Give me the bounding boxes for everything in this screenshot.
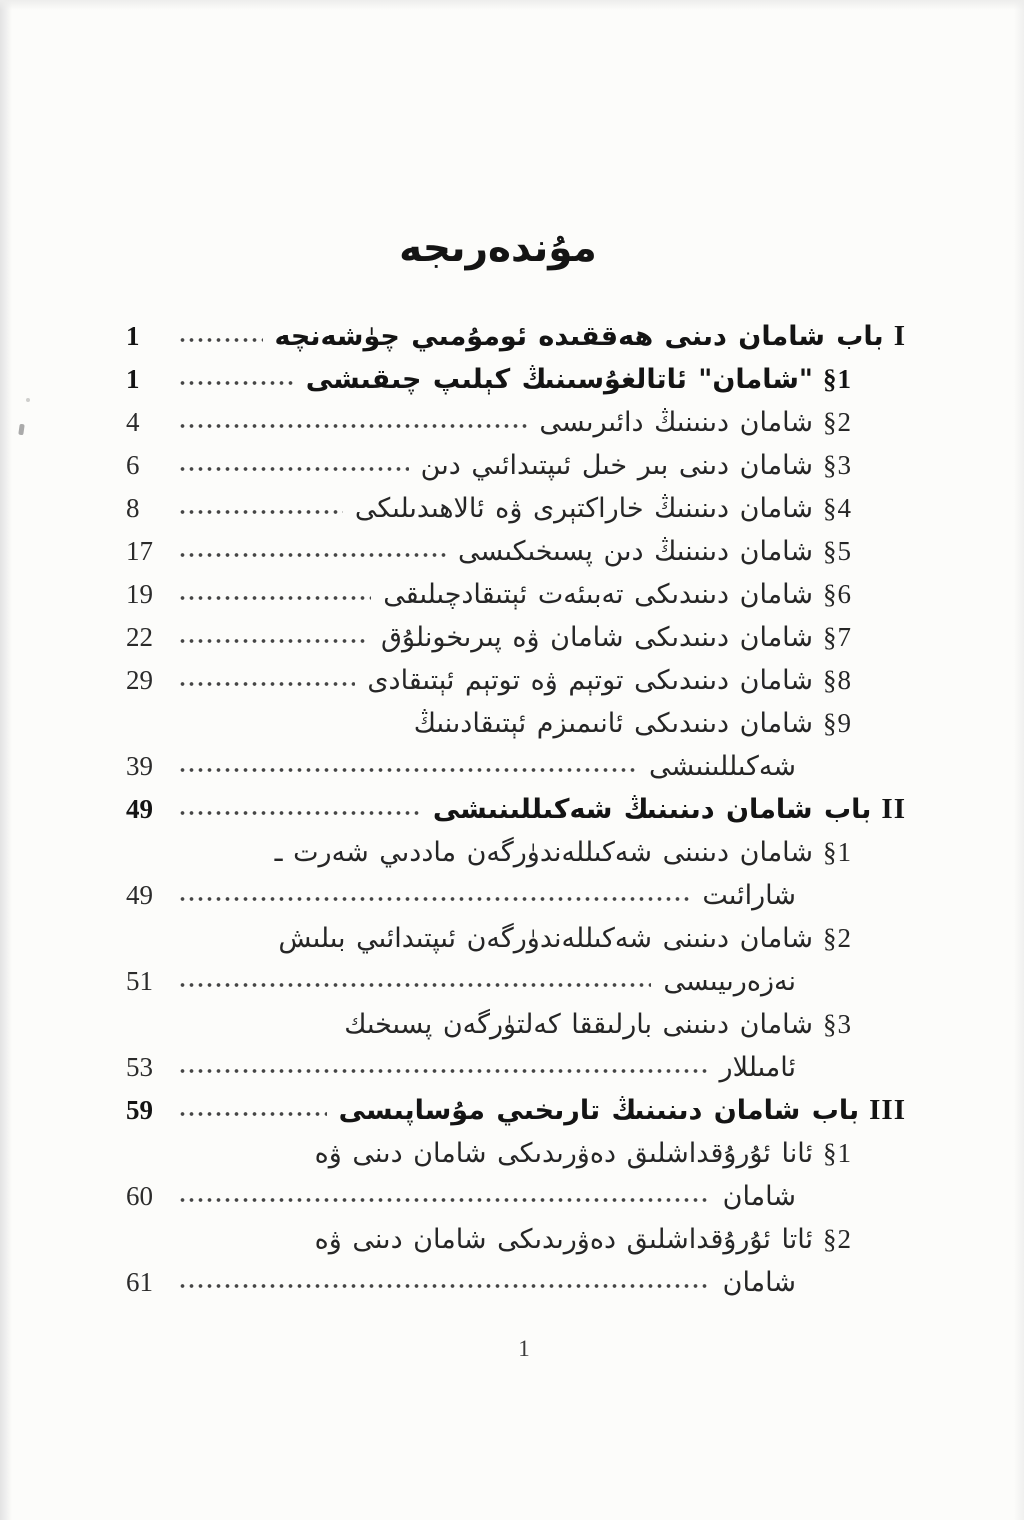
toc-entry-title: شارائىت — [702, 880, 796, 911]
toc-entry-title: شامان دىنىنى شەكىللەندۈرگەن ئىپتىدائىي بىلىش — [278, 923, 813, 954]
toc-entry — [126, 1175, 906, 1218]
toc-entry-title: شامان — [722, 1181, 796, 1212]
toc-entry-page-number: 17 — [126, 536, 153, 566]
toc-entry — [126, 874, 906, 917]
toc-entry — [126, 1218, 906, 1261]
toc-entry — [126, 788, 906, 831]
toc-entry — [126, 401, 906, 444]
dot-leader — [178, 1046, 708, 1089]
toc-entry — [126, 1089, 906, 1132]
dot-leader — [178, 1261, 711, 1304]
toc-entry-page-number: 1 — [126, 364, 140, 394]
toc-entry-page-number: 60 — [126, 1181, 153, 1211]
toc-entry-prefix: §9 — [823, 708, 852, 738]
toc-entry-page-number: 4 — [126, 407, 140, 437]
toc-entry — [126, 530, 906, 573]
dot-leader — [178, 788, 421, 831]
toc-entry-page-number: 29 — [126, 665, 153, 695]
toc-entry-prefix: §8 — [823, 665, 852, 695]
toc-list — [126, 315, 906, 1304]
toc-entry-prefix: §6 — [823, 579, 852, 609]
toc-entry-page-number: 53 — [126, 1052, 153, 1082]
dot-leader — [178, 401, 527, 444]
toc-entry-title: شامان — [722, 1267, 796, 1298]
toc-entry-prefix: §5 — [823, 536, 852, 566]
toc-entry — [126, 917, 906, 960]
toc-entry-prefix: §2 — [823, 923, 852, 953]
toc-entry — [126, 616, 906, 659]
page-number: 1 — [518, 1336, 530, 1361]
toc-entry-prefix: §1 — [823, 364, 852, 394]
toc-entry-title: باب شامان دىنى ھەققىدە ئومۇمىي چۈشەنچە — [274, 321, 884, 352]
toc-entry — [126, 1132, 906, 1175]
dot-leader — [178, 315, 263, 358]
toc-entry-prefix: II — [881, 793, 906, 825]
scan-edge-shadow-right — [1014, 0, 1024, 1520]
dot-leader — [178, 444, 409, 487]
toc-entry-title: شامان دىنى بىر خىل ئىپتىدائىي دىن — [420, 450, 813, 481]
toc-entry-title: شامان دىنىنىڭ دائىرىسى — [539, 407, 813, 438]
toc-entry-page-number: 6 — [126, 450, 140, 480]
toc-entry-prefix: §2 — [823, 1224, 852, 1254]
scan-edge-shadow-top — [0, 0, 1024, 10]
toc-entry — [126, 573, 906, 616]
toc-entry-prefix: §3 — [823, 450, 852, 480]
toc-entry-page-number: 49 — [126, 880, 153, 910]
toc-entry-title: شەكىللىنىشى — [648, 751, 796, 782]
dot-leader — [178, 659, 355, 702]
toc-entry-title: "شامان" ئاتالغۇسىنىڭ كېلىپ چىقىشى — [305, 364, 813, 395]
toc-entry-page-number: 22 — [126, 622, 153, 652]
toc-entry — [126, 1046, 906, 1089]
toc-entry — [126, 659, 906, 702]
toc-entry-prefix: III — [869, 1094, 906, 1126]
dot-leader — [178, 1089, 327, 1132]
toc-entry-prefix: §7 — [823, 622, 852, 652]
toc-entry — [126, 315, 906, 358]
toc-entry-page-number: 8 — [126, 493, 140, 523]
toc-entry-page-number: 39 — [126, 751, 153, 781]
dot-leader — [178, 960, 651, 1003]
page-title: مۇندەرىجە — [399, 226, 597, 271]
scan-artifact-speck — [18, 424, 24, 436]
toc-entry — [126, 745, 906, 788]
dot-leader — [178, 487, 343, 530]
dot-leader — [178, 1175, 711, 1218]
dot-leader — [178, 745, 637, 788]
toc-entry-title: ئامىللار — [719, 1052, 796, 1083]
toc-entry-title: شامان دىنىنىڭ خاراكتېرى ۋە ئالاھىدىلىكى — [354, 493, 813, 524]
toc-entry — [126, 702, 906, 745]
toc-entry-page-number: 59 — [126, 1095, 153, 1125]
dot-leader — [178, 616, 369, 659]
toc-entry-title: شامان دىنىدىكى توتېم ۋە توتېم ئېتىقادى — [367, 665, 813, 696]
toc-entry — [126, 358, 906, 401]
toc-entry-title: باب شامان دىنىنىڭ شەكىللىنىشى — [432, 794, 872, 825]
dot-leader — [178, 573, 371, 616]
toc-entry-title: شامان دىنىدىكى شامان ۋە پىرىخونلۇق — [381, 622, 813, 653]
toc-entry-prefix: §1 — [823, 837, 852, 867]
toc-entry-prefix: §4 — [823, 493, 852, 523]
toc-entry — [126, 487, 906, 530]
toc-entry-page-number: 49 — [126, 794, 153, 824]
toc-entry-prefix: §1 — [823, 1138, 852, 1168]
toc-entry-page-number: 61 — [126, 1267, 153, 1297]
toc-entry — [126, 960, 906, 1003]
dot-leader — [178, 530, 446, 573]
toc-entry-page-number: 1 — [126, 321, 140, 351]
toc-entry — [126, 1261, 906, 1304]
toc-entry-title: شامان دىنىنى شەكىللەندۈرگەن ماددىي شەرت ـ — [274, 837, 813, 868]
scan-artifact-speck — [26, 398, 30, 402]
toc-entry-title: شامان دىنىدىكى تەبىئەت ئېتىقادچىلىقى — [383, 579, 813, 610]
toc-entry-prefix: §3 — [823, 1009, 852, 1039]
toc-entry — [126, 1003, 906, 1046]
toc-entry-title: شامان دىنىدىكى ئانىمىزم ئېتىقادىنىڭ — [413, 708, 813, 739]
toc-entry-page-number: 19 — [126, 579, 153, 609]
toc-entry — [126, 831, 906, 874]
toc-entry — [126, 444, 906, 487]
toc-entry-title: باب شامان دىنىنىڭ تارىخىي مۇساپىسى — [338, 1095, 860, 1126]
toc-entry-title: شامان دىنىنىڭ دىن پسىخىكىسى — [457, 536, 813, 567]
toc-entry-title: نەزەرىيىسى — [663, 966, 796, 997]
toc-entry-prefix: I — [893, 320, 906, 352]
toc-entry-prefix: §2 — [823, 407, 852, 437]
toc-entry-title: ئاتا ئۇرۇقداشلىق دەۋرىدىكى شامان دىنى ۋە — [314, 1224, 813, 1255]
toc-entry-page-number: 51 — [126, 966, 153, 996]
toc-entry-title: ئانا ئۇرۇقداشلىق دەۋرىدىكى شامان دىنى ۋە — [314, 1138, 813, 1169]
toc-entry-title: شامان دىنىنى بارلىققا كەلتۈرگەن پسىخىك — [344, 1009, 813, 1040]
dot-leader — [178, 358, 294, 401]
dot-leader — [178, 874, 690, 917]
